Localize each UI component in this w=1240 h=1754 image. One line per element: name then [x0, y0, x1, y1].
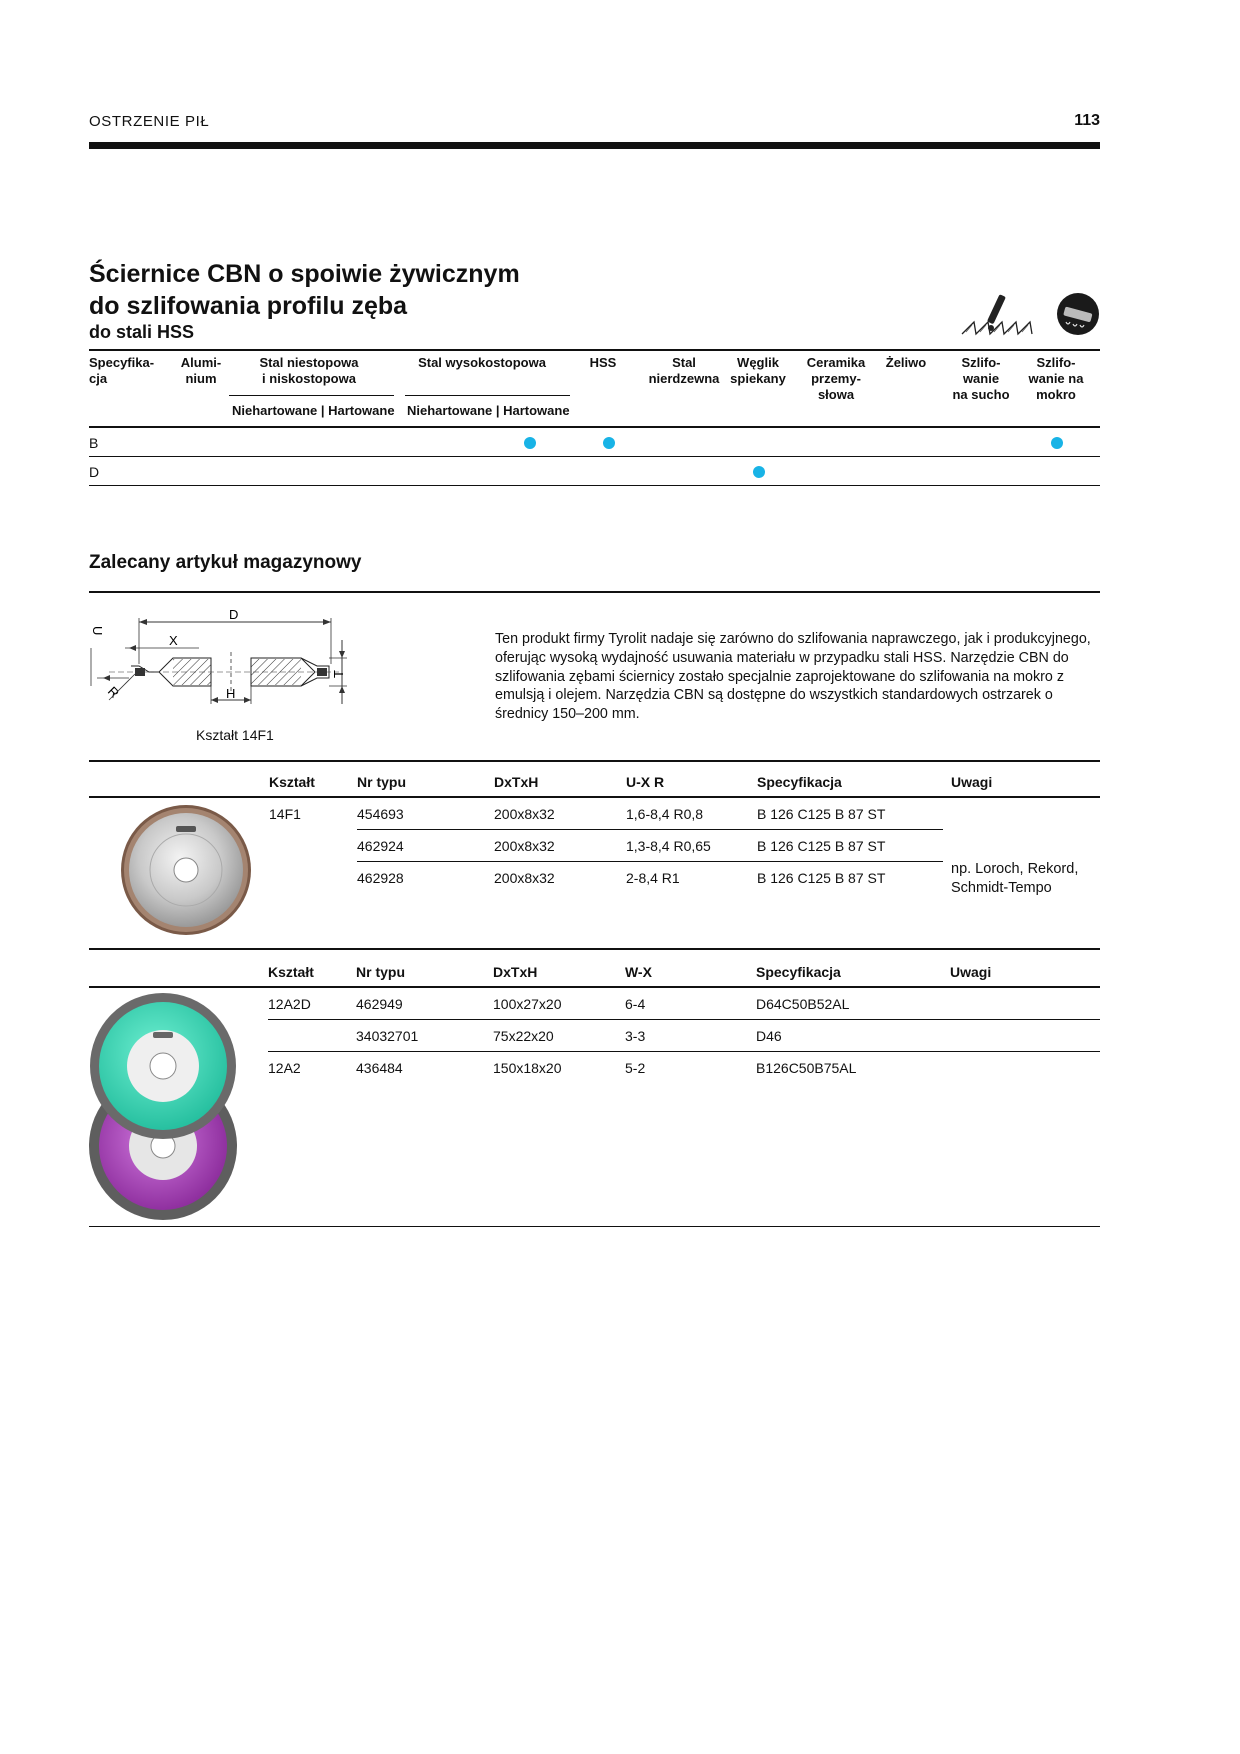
table-bottom-rule: [89, 485, 1100, 486]
sub-header-wysokostopowa: Niehartowane | Hartowane: [407, 403, 570, 418]
cell-wx: 6-4: [625, 996, 646, 1012]
section-title: OSTRZENIE PIŁ: [89, 113, 210, 130]
cell-wx: 3-3: [625, 1028, 646, 1044]
col-weglik: Węglik spiekany: [730, 355, 786, 386]
wheel-14f1-photo: [120, 804, 252, 936]
header-notes: Uwagi: [951, 774, 993, 790]
cell-dims: 100x27x20: [493, 996, 562, 1012]
product-table-12a2: [89, 952, 1100, 1228]
sub-divider-niestopowa: [229, 395, 394, 396]
wheel-12a2-photo: [89, 992, 239, 1222]
cell-dims: 200x8x32: [494, 870, 555, 886]
col-zeliwo: Żeliwo: [885, 355, 927, 370]
sub-divider-wysokostopowa: [405, 395, 570, 396]
header-spec: Specyfikacja: [757, 774, 842, 790]
cell-notes-line2: Schmidt-Tempo: [951, 880, 1052, 896]
cell-type: 454693: [357, 806, 404, 822]
cell-spec: B 126 C125 B 87 ST: [757, 838, 886, 854]
product-table-14f1: [89, 760, 1100, 950]
spec-row-b-label: B: [89, 435, 99, 451]
col-spec: Specyfika- cja: [89, 355, 155, 386]
header-rule: [89, 986, 1100, 988]
row-divider: [357, 861, 943, 862]
cell-ux: 1,6-8,4 R0,8: [626, 806, 704, 822]
wet-grinding-icon: [1056, 292, 1100, 336]
header-rule: [89, 142, 1100, 149]
cell-spec: D64C50B52AL: [756, 996, 850, 1012]
cell-spec: B 126 C125 B 87 ST: [757, 870, 886, 886]
diagram-caption: Kształt 14F1: [196, 727, 274, 743]
header-dims: DxTxH: [494, 774, 539, 790]
page-title-line1: Ściernice CBN o spoiwie żywicznym: [89, 260, 520, 288]
mark-b-mokro: [1051, 437, 1063, 449]
row-divider: [268, 1051, 1100, 1052]
section-rule: [89, 591, 1100, 593]
header-shape: Kształt: [268, 964, 314, 980]
spec-row-d-label: D: [89, 464, 100, 480]
cell-ux: 1,3-8,4 R0,65: [626, 838, 711, 854]
cell-type: 436484: [356, 1060, 403, 1076]
header-dims: DxTxH: [493, 964, 538, 980]
table-bottom-rule: [89, 1226, 1100, 1227]
diagram-label-d: D: [229, 608, 239, 622]
cell-shape: 12A2: [268, 1060, 301, 1076]
header-rule: [89, 796, 1100, 798]
cell-wx: 5-2: [625, 1060, 646, 1076]
col-szlifowanie-mokro: Szlifo- wanie na mokro: [1028, 355, 1084, 402]
section-heading: Zalecany artykuł magazynowy: [89, 552, 362, 573]
cell-spec: D46: [756, 1028, 782, 1044]
col-hss: HSS: [589, 355, 617, 370]
header-shape: Kształt: [269, 774, 315, 790]
diagram-label-u: U: [90, 626, 105, 636]
diagram-label-t: T: [331, 670, 346, 678]
cell-spec: B126C50B75AL: [756, 1060, 857, 1076]
page-number: 113: [1074, 112, 1100, 129]
header-type: Nr typu: [357, 774, 406, 790]
cell-spec: B 126 C125 B 87 ST: [757, 806, 886, 822]
col-szlifowanie-sucho: Szlifo- wanie na sucho: [952, 355, 1010, 402]
mark-d-weglik: [753, 466, 765, 478]
cell-dims: 200x8x32: [494, 806, 555, 822]
cell-type: 462928: [357, 870, 404, 886]
row-divider: [268, 1019, 1100, 1020]
page-title-line2: do szlifowania profilu zęba: [89, 292, 408, 320]
product-description: Ten produkt firmy Tyrolit nadaje się zarówno do szlifowania naprawczego, jak i produkcyjnego, oferując wysoką wydajność usuwania materiału w przypadku stali HSS. Narzędzie CBN do szlifowania zębami ściernicy zostało specjalnie zaprojektowane do szlifowania na mokro z emulsją i olejem. Narzędzia CBN są dostępne do wszystkich standardowych ostrzarek o średnicy 150–200 mm.: [495, 631, 1091, 723]
mark-b-stal-wysokostopowa-hartowane: [524, 437, 536, 449]
saw-tooth-grinding-icon: [960, 292, 1040, 336]
col-stal-wysokostopowa: Stal wysokostopowa: [418, 355, 546, 370]
cell-type: 34032701: [356, 1028, 419, 1044]
row-divider: [357, 829, 943, 830]
diagram-label-x: X: [169, 633, 178, 648]
specification-table: [89, 349, 1100, 487]
shape-14f1-diagram: [89, 608, 379, 718]
cell-shape: 12A2D: [268, 996, 311, 1012]
cell-dims: 200x8x32: [494, 838, 555, 854]
cell-type: 462924: [357, 838, 404, 854]
col-aluminium: Alumi- nium: [180, 355, 222, 386]
table-bottom-rule: [89, 948, 1100, 950]
row-divider: [89, 456, 1100, 457]
cell-dims: 75x22x20: [493, 1028, 554, 1044]
header-wx: W-X: [625, 964, 652, 980]
header-notes: Uwagi: [950, 964, 992, 980]
col-stal-nierdzewna: Stal nierdzewna: [648, 355, 720, 386]
cell-notes-line1: np. Loroch, Rekord,: [951, 861, 1079, 877]
header-type: Nr typu: [356, 964, 405, 980]
header-spec: Specyfikacja: [756, 964, 841, 980]
col-ceramika: Ceramika przemy- słowa: [806, 355, 866, 402]
col-stal-niestopowa: Stal niestopowa i niskostopowa: [259, 355, 359, 386]
cell-type: 462949: [356, 996, 403, 1012]
table-top-rule: [89, 760, 1100, 762]
header-ux: U-X R: [626, 774, 665, 790]
header-rule: [89, 426, 1100, 428]
cell-dims: 150x18x20: [493, 1060, 562, 1076]
page-subtitle: do stali HSS: [89, 322, 195, 342]
cell-shape: 14F1: [269, 806, 301, 822]
diagram-label-r: R: [104, 683, 123, 701]
mark-b-hss: [603, 437, 615, 449]
sub-header-niestopowa: Niehartowane | Hartowane: [232, 403, 395, 418]
table-top-rule: [89, 349, 1100, 351]
diagram-label-h: H: [226, 686, 236, 701]
cell-ux: 2-8,4 R1: [626, 870, 680, 886]
